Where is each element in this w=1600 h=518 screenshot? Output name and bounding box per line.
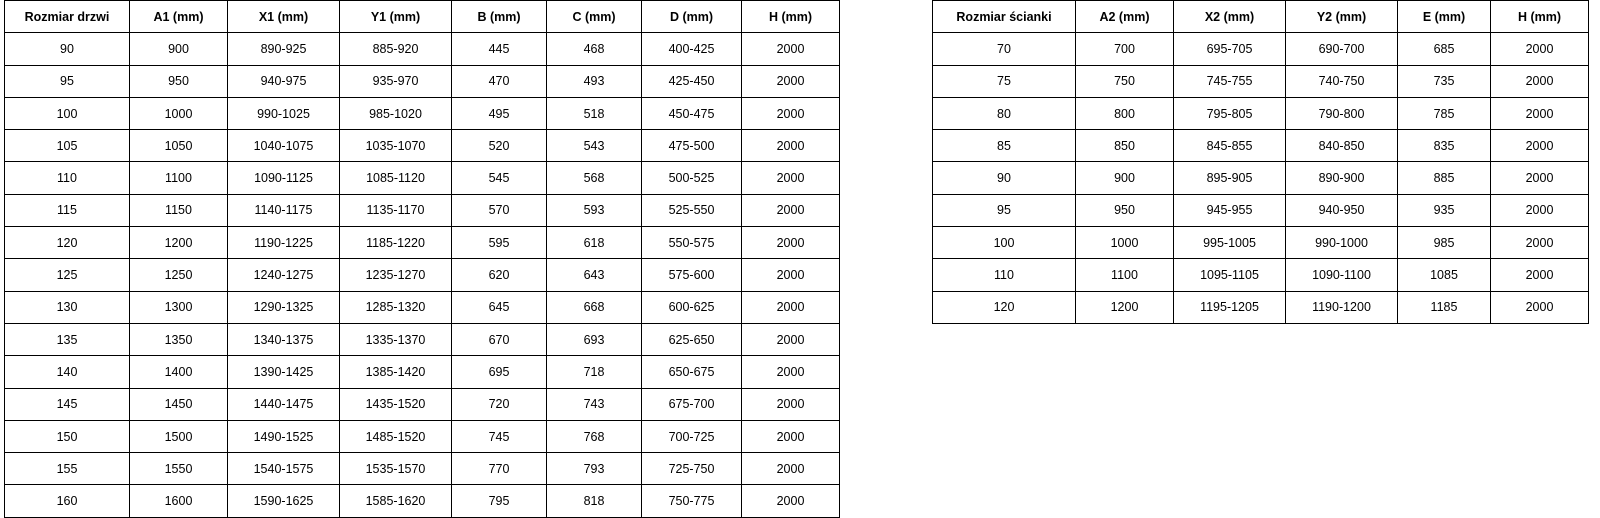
table-row xyxy=(5,65,840,97)
doors-cell: 1185-1220 xyxy=(340,227,452,259)
doors-cell: 718 xyxy=(547,356,642,388)
table-row xyxy=(5,323,840,355)
walls-cell: 2000 xyxy=(1491,162,1589,194)
doors-cell: 750-775 xyxy=(642,485,742,517)
doors-cell: 1590-1625 xyxy=(228,485,340,517)
doors-cell: 1435-1520 xyxy=(340,388,452,420)
doors-cell: 675-700 xyxy=(642,388,742,420)
doors-cell: 1200 xyxy=(130,227,228,259)
doors-cell: 1450 xyxy=(130,388,228,420)
table-row xyxy=(933,130,1589,162)
table-row xyxy=(933,259,1589,291)
doors-cell: 625-650 xyxy=(642,323,742,355)
walls-cell: 840-850 xyxy=(1286,130,1398,162)
doors-cell: 1000 xyxy=(130,97,228,129)
table-row xyxy=(933,194,1589,226)
walls-cell: 120 xyxy=(933,291,1076,323)
walls-cell: 2000 xyxy=(1491,227,1589,259)
walls-cell: 990-1000 xyxy=(1286,227,1398,259)
table-header-row xyxy=(933,1,1589,33)
doors-cell: 543 xyxy=(547,130,642,162)
walls-cell: 1195-1205 xyxy=(1174,291,1286,323)
table-row xyxy=(5,259,840,291)
walls-cell: 740-750 xyxy=(1286,65,1398,97)
walls-cell: 895-905 xyxy=(1174,162,1286,194)
walls-cell: 2000 xyxy=(1491,33,1589,65)
doors-cell: 1090-1125 xyxy=(228,162,340,194)
walls-cell: 785 xyxy=(1398,97,1491,129)
walls-cell: 995-1005 xyxy=(1174,227,1286,259)
walls-cell: 940-950 xyxy=(1286,194,1398,226)
doors-cell: 105 xyxy=(5,130,130,162)
doors-cell: 1100 xyxy=(130,162,228,194)
doors-cell: 2000 xyxy=(742,227,840,259)
doors-cell: 1540-1575 xyxy=(228,453,340,485)
doors-column-header: H (mm) xyxy=(742,1,840,33)
doors-cell: 155 xyxy=(5,453,130,485)
doors-cell: 1340-1375 xyxy=(228,323,340,355)
doors-cell: 550-575 xyxy=(642,227,742,259)
doors-cell: 1300 xyxy=(130,291,228,323)
doors-column-header: C (mm) xyxy=(547,1,642,33)
walls-cell: 100 xyxy=(933,227,1076,259)
walls-cell: 690-700 xyxy=(1286,33,1398,65)
doors-cell: 575-600 xyxy=(642,259,742,291)
table-row xyxy=(5,388,840,420)
doors-cell: 1535-1570 xyxy=(340,453,452,485)
walls-cell: 745-755 xyxy=(1174,65,1286,97)
doors-cell: 770 xyxy=(452,453,547,485)
doors-cell: 720 xyxy=(452,388,547,420)
doors-cell: 1135-1170 xyxy=(340,194,452,226)
table-row xyxy=(5,420,840,452)
table-row xyxy=(933,97,1589,129)
walls-cell: 70 xyxy=(933,33,1076,65)
doors-cell: 768 xyxy=(547,420,642,452)
doors-cell: 130 xyxy=(5,291,130,323)
doors-cell: 793 xyxy=(547,453,642,485)
doors-cell: 2000 xyxy=(742,485,840,517)
doors-column-header: Y1 (mm) xyxy=(340,1,452,33)
doors-cell: 743 xyxy=(547,388,642,420)
doors-cell: 700-725 xyxy=(642,420,742,452)
walls-cell: 90 xyxy=(933,162,1076,194)
doors-cell: 1490-1525 xyxy=(228,420,340,452)
doors-cell: 115 xyxy=(5,194,130,226)
doors-cell: 1440-1475 xyxy=(228,388,340,420)
doors-cell: 2000 xyxy=(742,65,840,97)
walls-cell: 735 xyxy=(1398,65,1491,97)
walls-cell: 885 xyxy=(1398,162,1491,194)
table-row xyxy=(5,130,840,162)
doors-cell: 1150 xyxy=(130,194,228,226)
doors-column-header: X1 (mm) xyxy=(228,1,340,33)
doors-cell: 500-525 xyxy=(642,162,742,194)
walls-cell: 685 xyxy=(1398,33,1491,65)
walls-cell: 80 xyxy=(933,97,1076,129)
doors-cell: 150 xyxy=(5,420,130,452)
walls-cell: 1085 xyxy=(1398,259,1491,291)
doors-cell: 520 xyxy=(452,130,547,162)
walls-cell: 800 xyxy=(1076,97,1174,129)
doors-cell: 468 xyxy=(547,33,642,65)
walls-cell: 945-955 xyxy=(1174,194,1286,226)
doors-column-header: B (mm) xyxy=(452,1,547,33)
walls-column-header: X2 (mm) xyxy=(1174,1,1286,33)
table-row xyxy=(5,356,840,388)
doors-column-header: Rozmiar drzwi xyxy=(5,1,130,33)
doors-cell: 425-450 xyxy=(642,65,742,97)
doors-cell: 145 xyxy=(5,388,130,420)
doors-cell: 400-425 xyxy=(642,33,742,65)
doors-cell: 450-475 xyxy=(642,97,742,129)
doors-cell: 618 xyxy=(547,227,642,259)
doors-cell: 645 xyxy=(452,291,547,323)
doors-cell: 525-550 xyxy=(642,194,742,226)
doors-cell: 2000 xyxy=(742,33,840,65)
doors-cell: 2000 xyxy=(742,388,840,420)
doors-column-header: A1 (mm) xyxy=(130,1,228,33)
doors-cell: 2000 xyxy=(742,420,840,452)
doors-cell: 1600 xyxy=(130,485,228,517)
doors-dimensions-table xyxy=(4,0,840,518)
doors-cell: 935-970 xyxy=(340,65,452,97)
doors-cell: 90 xyxy=(5,33,130,65)
doors-cell: 110 xyxy=(5,162,130,194)
table-row xyxy=(5,162,840,194)
walls-cell: 900 xyxy=(1076,162,1174,194)
doors-column-header: D (mm) xyxy=(642,1,742,33)
walls-column-header: Y2 (mm) xyxy=(1286,1,1398,33)
doors-cell: 890-925 xyxy=(228,33,340,65)
walls-cell: 1090-1100 xyxy=(1286,259,1398,291)
doors-cell: 1050 xyxy=(130,130,228,162)
table-row xyxy=(933,227,1589,259)
table-row xyxy=(933,65,1589,97)
doors-cell: 1250 xyxy=(130,259,228,291)
doors-cell: 1040-1075 xyxy=(228,130,340,162)
table-row xyxy=(5,97,840,129)
walls-cell: 890-900 xyxy=(1286,162,1398,194)
walls-cell: 935 xyxy=(1398,194,1491,226)
doors-cell: 493 xyxy=(547,65,642,97)
walls-column-header: Rozmiar ścianki xyxy=(933,1,1076,33)
doors-cell: 470 xyxy=(452,65,547,97)
walls-cell: 2000 xyxy=(1491,259,1589,291)
doors-cell: 445 xyxy=(452,33,547,65)
walls-column-header: A2 (mm) xyxy=(1076,1,1174,33)
doors-cell: 570 xyxy=(452,194,547,226)
doors-cell: 100 xyxy=(5,97,130,129)
doors-cell: 985-1020 xyxy=(340,97,452,129)
doors-cell: 1240-1275 xyxy=(228,259,340,291)
walls-cell: 700 xyxy=(1076,33,1174,65)
doors-cell: 140 xyxy=(5,356,130,388)
doors-cell: 795 xyxy=(452,485,547,517)
doors-cell: 1585-1620 xyxy=(340,485,452,517)
doors-cell: 2000 xyxy=(742,97,840,129)
doors-cell: 950 xyxy=(130,65,228,97)
doors-cell: 2000 xyxy=(742,323,840,355)
doors-cell: 600-625 xyxy=(642,291,742,323)
doors-cell: 135 xyxy=(5,323,130,355)
walls-cell: 790-800 xyxy=(1286,97,1398,129)
walls-cell: 2000 xyxy=(1491,130,1589,162)
table-row xyxy=(933,291,1589,323)
doors-cell: 1400 xyxy=(130,356,228,388)
doors-cell: 568 xyxy=(547,162,642,194)
doors-cell: 595 xyxy=(452,227,547,259)
doors-cell: 1035-1070 xyxy=(340,130,452,162)
doors-cell: 95 xyxy=(5,65,130,97)
doors-cell: 125 xyxy=(5,259,130,291)
walls-cell: 1000 xyxy=(1076,227,1174,259)
doors-cell: 593 xyxy=(547,194,642,226)
doors-cell: 643 xyxy=(547,259,642,291)
table-row xyxy=(5,194,840,226)
walls-cell: 985 xyxy=(1398,227,1491,259)
doors-cell: 1390-1425 xyxy=(228,356,340,388)
table-row xyxy=(5,485,840,517)
table-row xyxy=(5,33,840,65)
table-row xyxy=(933,162,1589,194)
walls-column-header: E (mm) xyxy=(1398,1,1491,33)
walls-cell: 2000 xyxy=(1491,97,1589,129)
walls-cell: 1095-1105 xyxy=(1174,259,1286,291)
doors-cell: 495 xyxy=(452,97,547,129)
walls-cell: 1100 xyxy=(1076,259,1174,291)
walls-cell: 110 xyxy=(933,259,1076,291)
doors-cell: 1285-1320 xyxy=(340,291,452,323)
walls-cell: 1185 xyxy=(1398,291,1491,323)
doors-cell: 2000 xyxy=(742,194,840,226)
doors-cell: 695 xyxy=(452,356,547,388)
doors-cell: 650-675 xyxy=(642,356,742,388)
doors-cell: 620 xyxy=(452,259,547,291)
walls-dimensions-table xyxy=(932,0,1589,324)
doors-cell: 475-500 xyxy=(642,130,742,162)
walls-cell: 795-805 xyxy=(1174,97,1286,129)
walls-cell: 2000 xyxy=(1491,65,1589,97)
walls-cell: 835 xyxy=(1398,130,1491,162)
doors-cell: 1085-1120 xyxy=(340,162,452,194)
doors-cell: 1290-1325 xyxy=(228,291,340,323)
walls-cell: 2000 xyxy=(1491,291,1589,323)
doors-cell: 670 xyxy=(452,323,547,355)
doors-cell: 1385-1420 xyxy=(340,356,452,388)
walls-cell: 1200 xyxy=(1076,291,1174,323)
doors-cell: 885-920 xyxy=(340,33,452,65)
doors-cell: 940-975 xyxy=(228,65,340,97)
walls-cell: 85 xyxy=(933,130,1076,162)
doors-cell: 120 xyxy=(5,227,130,259)
table-row xyxy=(5,453,840,485)
doors-cell: 1350 xyxy=(130,323,228,355)
doors-cell: 2000 xyxy=(742,356,840,388)
walls-cell: 950 xyxy=(1076,194,1174,226)
doors-cell: 1190-1225 xyxy=(228,227,340,259)
table-row xyxy=(933,33,1589,65)
doors-cell: 2000 xyxy=(742,259,840,291)
doors-cell: 545 xyxy=(452,162,547,194)
doors-cell: 160 xyxy=(5,485,130,517)
walls-cell: 750 xyxy=(1076,65,1174,97)
doors-dimensions-table-container xyxy=(4,0,840,518)
walls-cell: 95 xyxy=(933,194,1076,226)
doors-cell: 1335-1370 xyxy=(340,323,452,355)
doors-cell: 1550 xyxy=(130,453,228,485)
doors-cell: 745 xyxy=(452,420,547,452)
doors-cell: 1140-1175 xyxy=(228,194,340,226)
walls-cell: 845-855 xyxy=(1174,130,1286,162)
walls-cell: 695-705 xyxy=(1174,33,1286,65)
doors-cell: 2000 xyxy=(742,453,840,485)
doors-cell: 1500 xyxy=(130,420,228,452)
walls-dimensions-table-container xyxy=(932,0,1589,324)
walls-cell: 75 xyxy=(933,65,1076,97)
walls-cell: 2000 xyxy=(1491,194,1589,226)
walls-cell: 850 xyxy=(1076,130,1174,162)
doors-cell: 668 xyxy=(547,291,642,323)
doors-cell: 725-750 xyxy=(642,453,742,485)
doors-cell: 2000 xyxy=(742,130,840,162)
doors-cell: 693 xyxy=(547,323,642,355)
doors-cell: 990-1025 xyxy=(228,97,340,129)
table-row xyxy=(5,227,840,259)
table-row xyxy=(5,291,840,323)
doors-cell: 2000 xyxy=(742,291,840,323)
doors-cell: 1235-1270 xyxy=(340,259,452,291)
doors-cell: 2000 xyxy=(742,162,840,194)
walls-cell: 1190-1200 xyxy=(1286,291,1398,323)
walls-column-header: H (mm) xyxy=(1491,1,1589,33)
doors-cell: 818 xyxy=(547,485,642,517)
doors-cell: 1485-1520 xyxy=(340,420,452,452)
doors-cell: 518 xyxy=(547,97,642,129)
doors-cell: 900 xyxy=(130,33,228,65)
table-header-row xyxy=(5,1,840,33)
